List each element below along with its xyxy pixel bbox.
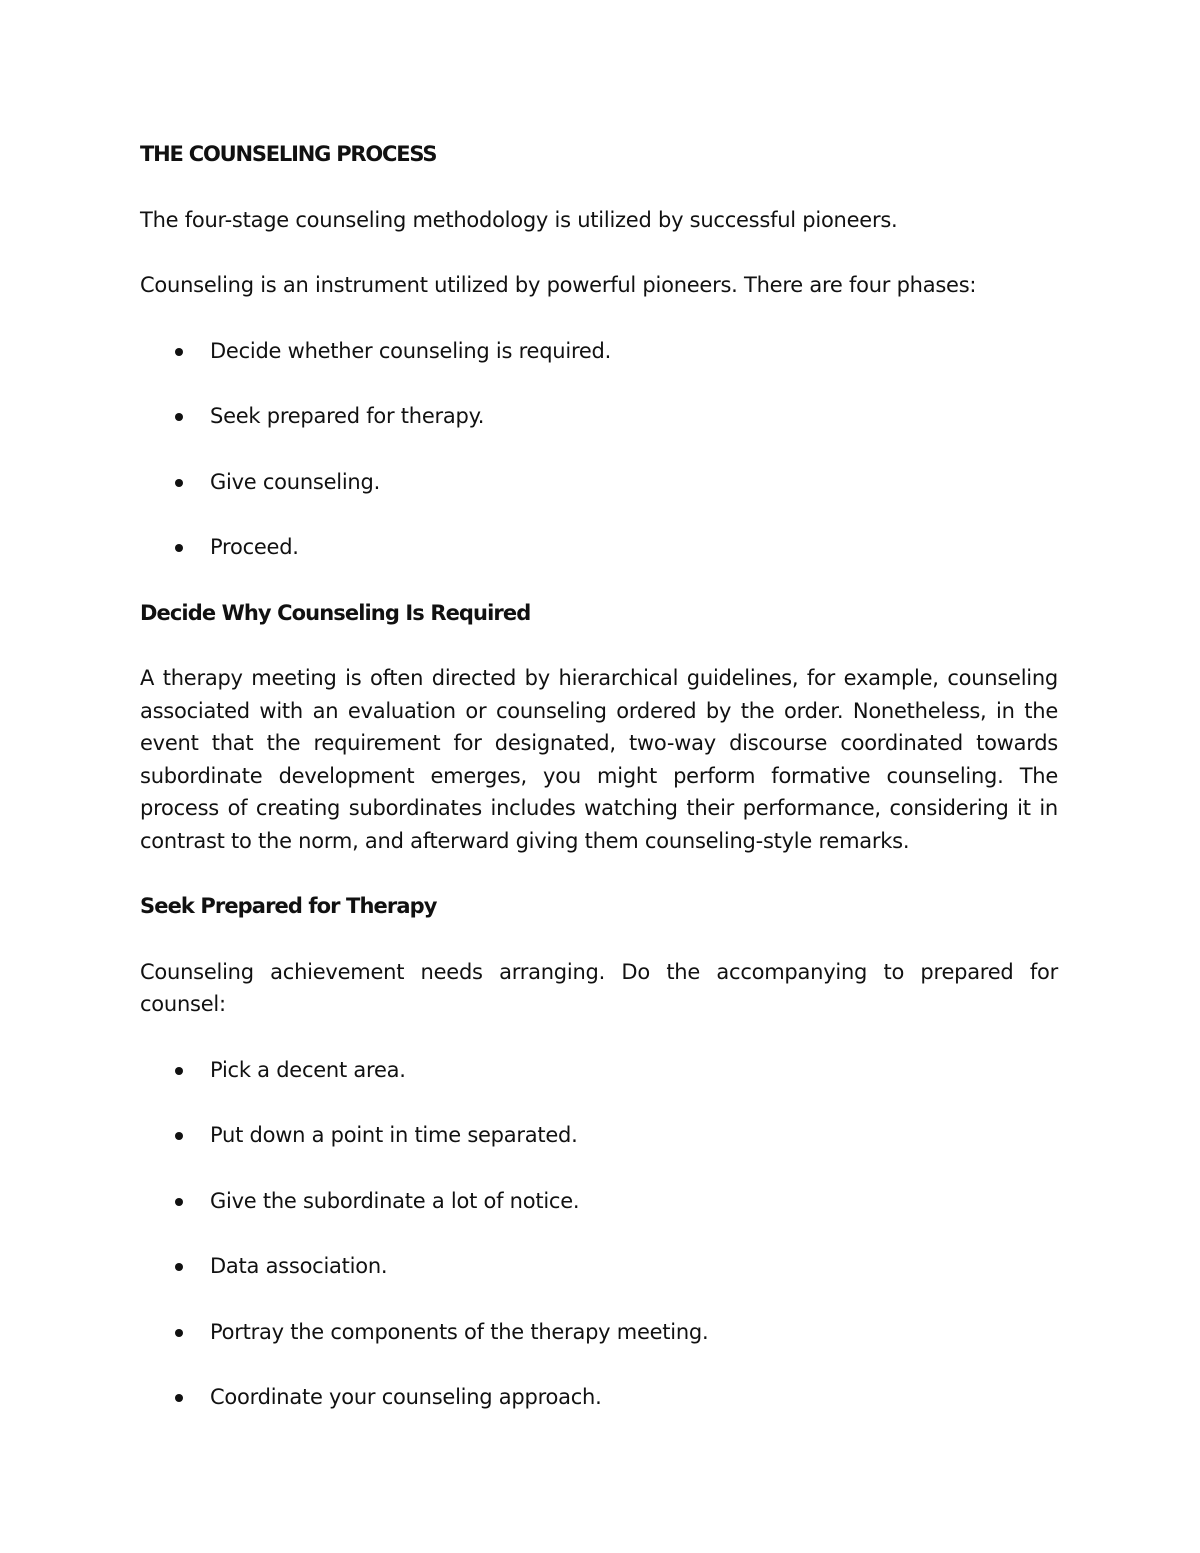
list-item-text: Give the subordinate a lot of notice. — [210, 1188, 580, 1213]
list-item — [140, 1054, 1058, 1087]
section-heading-prepare: Seek Prepared for Therapy — [140, 894, 437, 918]
list-item — [140, 1381, 1058, 1414]
bullet-icon — [175, 1198, 183, 1206]
list-item-text: Give counseling. — [210, 469, 380, 494]
list-item — [140, 1119, 1058, 1152]
section-body-decide: A therapy meeting is often directed by hierarchical guidelines, for example, counseling associated with an evaluation or counseling ordered by the order. Nonetheless, in the event that the requirement for designated, two-way discourse coordinated towards subordinate development emerges, you might perform formative counseling. The process of creating subordinates includes watching their performance, considering it in contrast to the norm, and afterward giving them counseling-style remarks. — [140, 666, 1058, 853]
list-item-text: Data association. — [210, 1254, 388, 1278]
steps-list — [140, 1054, 1058, 1414]
list-item-text: Put down a point in time separated. — [210, 1123, 578, 1147]
list-item — [140, 531, 1058, 564]
bullet-icon — [175, 1329, 183, 1337]
bullet-icon — [175, 348, 183, 356]
bullet-icon — [175, 1067, 183, 1075]
phases-list — [140, 335, 1058, 564]
list-item — [140, 466, 1058, 499]
bullet-icon — [175, 1263, 183, 1271]
intro-paragraph-2: Counseling is an instrument utilized by powerful pioneers. There are four phases: — [140, 273, 977, 297]
list-item — [140, 1185, 1058, 1218]
section-body-prepare: Counseling achievement needs arranging. Do the accompanying to prepared for counsel: — [140, 959, 1058, 1016]
intro-paragraph-1: The four-stage counseling methodology is utilized by successful pioneers. — [140, 207, 898, 232]
list-item-text: Pick a decent area. — [210, 1057, 406, 1082]
bullet-icon — [175, 544, 183, 552]
list-item — [140, 1316, 1058, 1349]
list-item-text: Coordinate your counseling approach. — [210, 1385, 602, 1409]
bullet-icon — [175, 413, 183, 421]
section-heading-decide: Decide Why Counseling Is Required — [140, 600, 531, 625]
list-item-text: Portray the components of the therapy meeting. — [210, 1319, 709, 1344]
bullet-icon — [175, 1394, 183, 1402]
document-title: THE COUNSELING PROCESS — [140, 142, 437, 166]
list-item — [140, 1250, 1058, 1283]
list-item-text: Seek prepared for therapy. — [210, 404, 485, 428]
list-item — [140, 335, 1058, 368]
list-item-text: Proceed. — [210, 535, 299, 559]
document-page — [140, 138, 1058, 1447]
list-item — [140, 400, 1058, 433]
bullet-icon — [175, 479, 183, 487]
bullet-icon — [175, 1132, 183, 1140]
list-item-text: Decide whether counseling is required. — [210, 338, 612, 363]
